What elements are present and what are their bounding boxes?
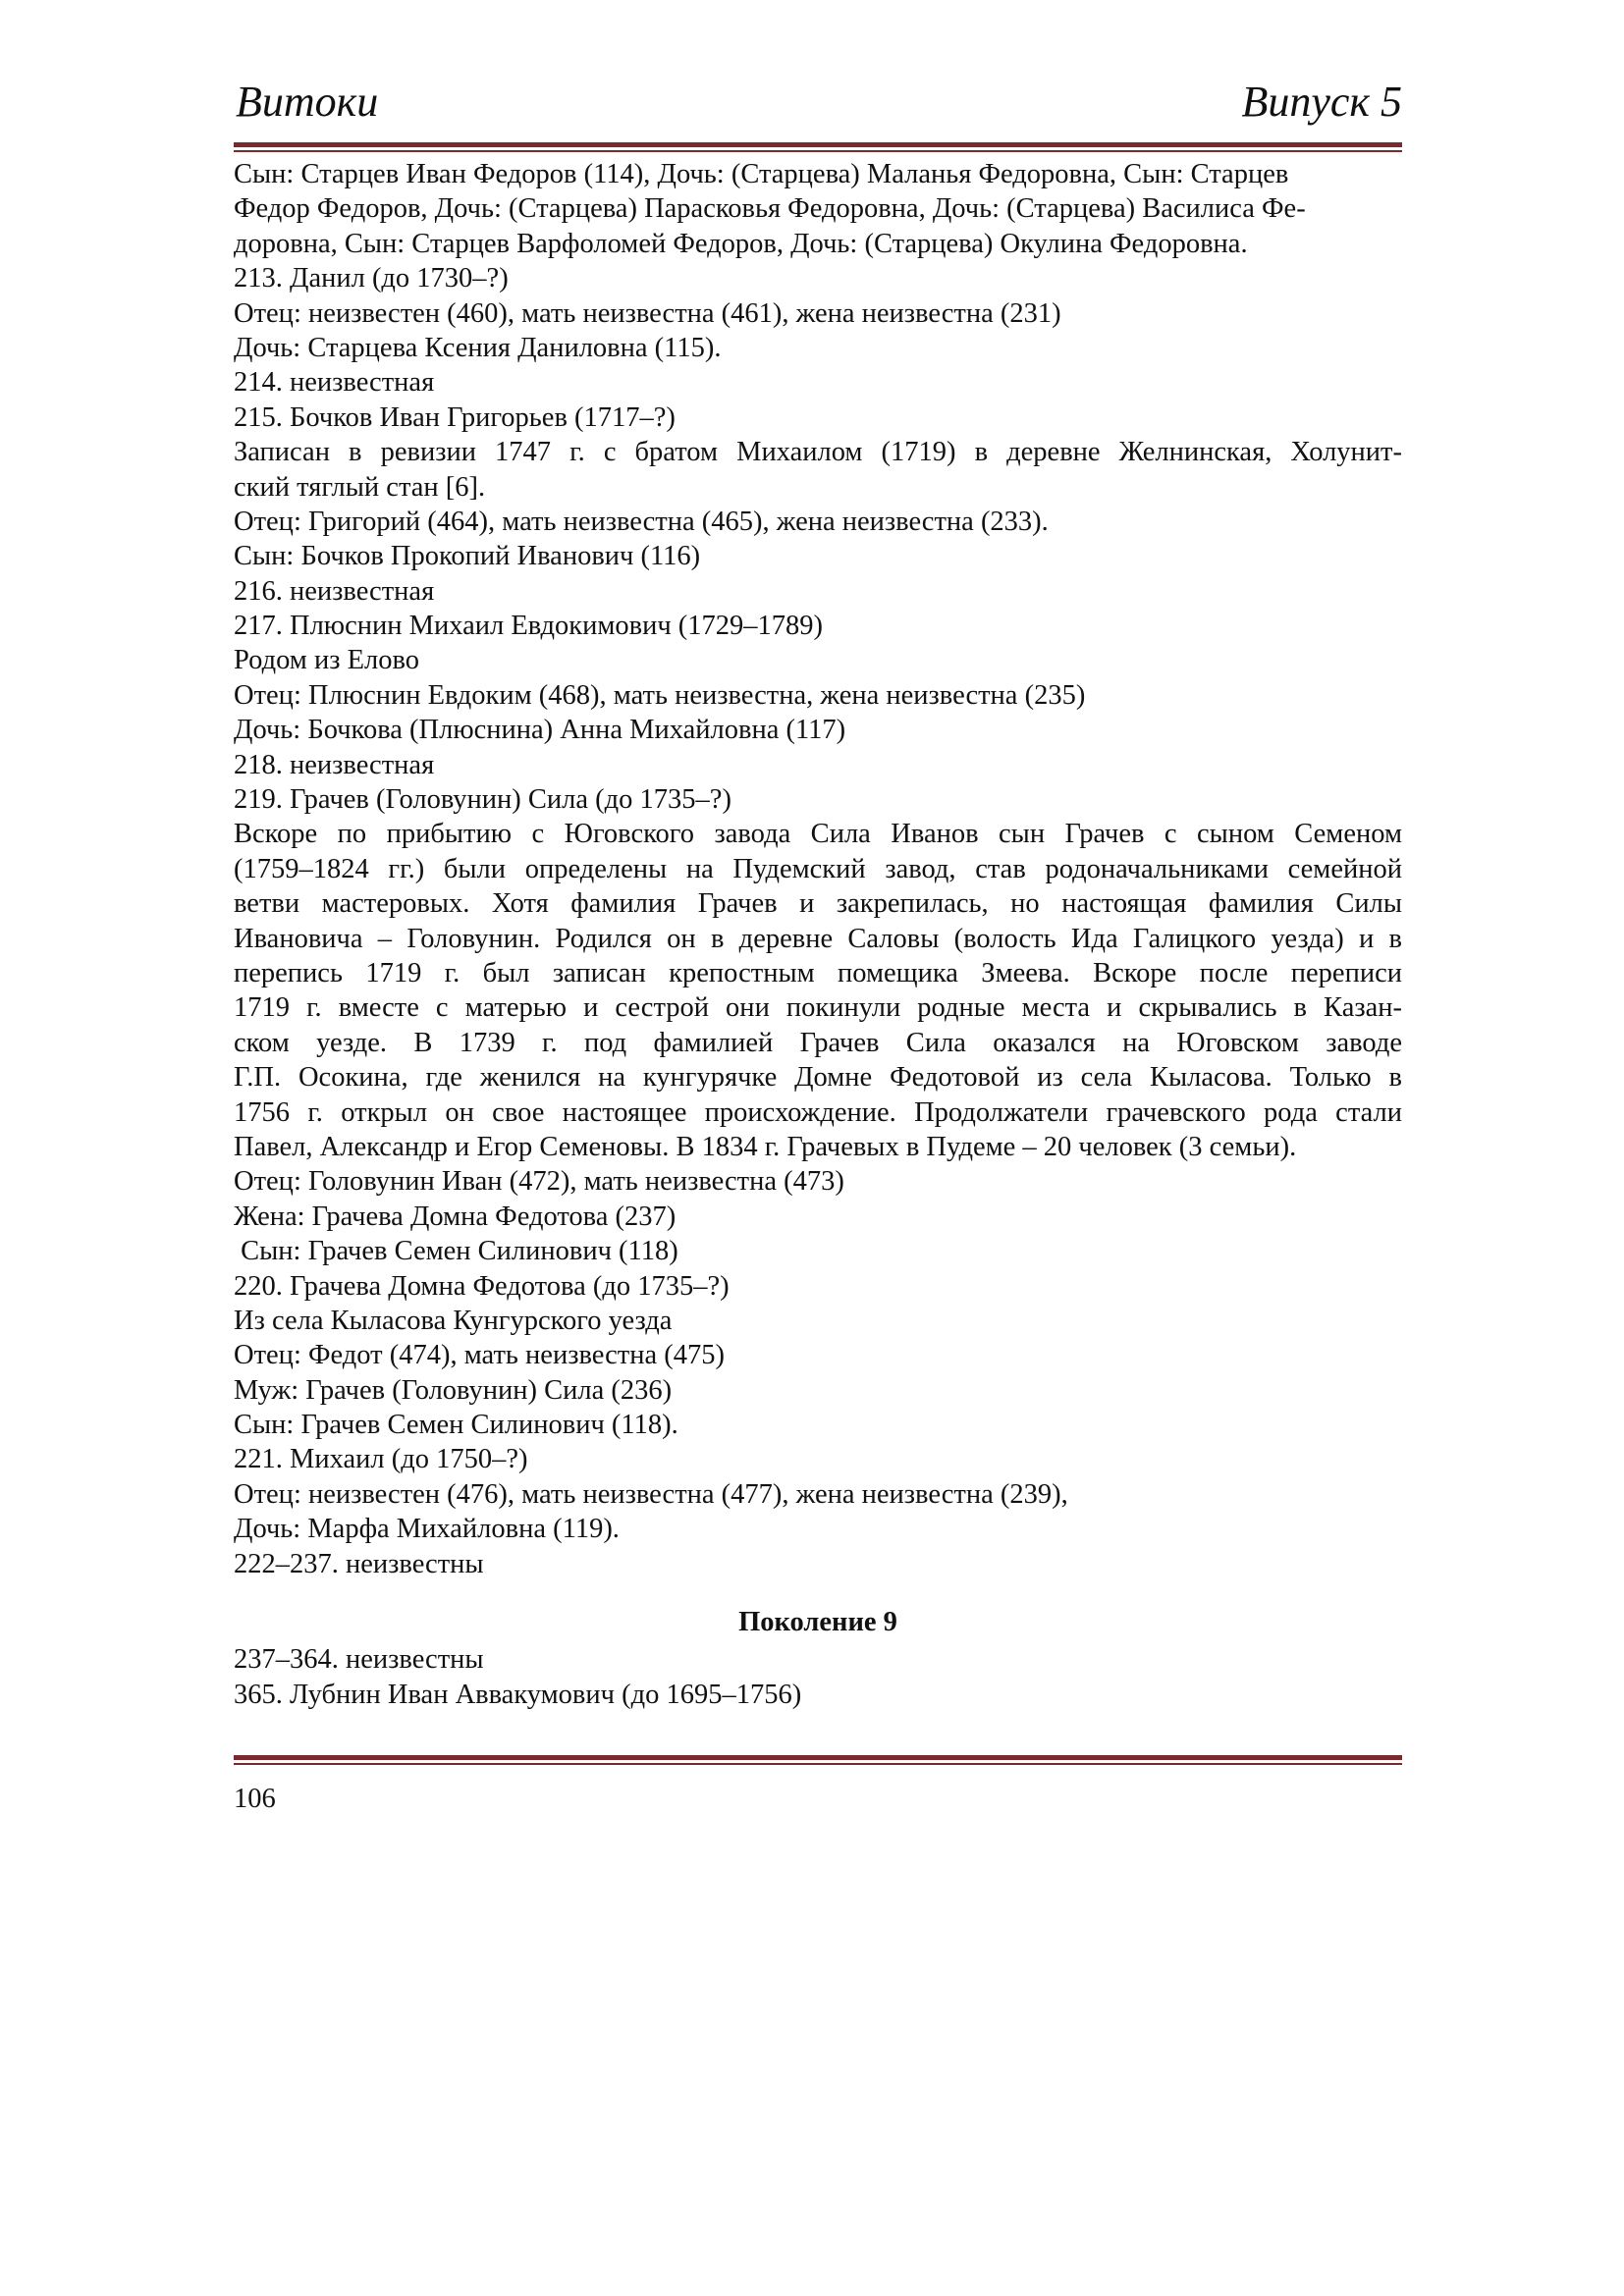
entry-title: 217. Плюснин Михаил Евдокимович (1729–1789) (234, 611, 824, 642)
text-line: Павел, Александр и Егор Семеновы. В 1834 г. Грачевых в Пудеме – 20 человек (3 семьи). (234, 1131, 1297, 1162)
entry-title: 214. неизвестная (234, 367, 435, 399)
text-line: Отец: Плюснин Евдоким (468), мать неизвестна, жена неизвестна (235) (234, 679, 1086, 711)
text-line: Сын: Бочков Прокопий Иванович (116) (234, 541, 701, 572)
text-line: Родом из Елово (234, 645, 419, 676)
text-line: Отец: Федот (474), мать неизвестна (475) (234, 1340, 725, 1371)
entry-title: 220. Грачева Домна Федотова (до 1735–?) (234, 1270, 730, 1302)
entry-title: 221. Михаил (до 1750–?) (234, 1444, 528, 1475)
text-line: ском уезде. В 1739 г. под фамилией Грачев Сила оказался на Юговском заводе (234, 1027, 1402, 1058)
text-line: доровна, Сын: Старцев Варфоломей Федоров, Дочь: (Старцева) Окулина Федоровна. (234, 228, 1248, 259)
text-line: Отец: Головунин Иван (472), мать неизвестна (473) (234, 1166, 844, 1198)
text-line: Дочь: Марфа Михайловна (119). (234, 1514, 620, 1545)
entry-title: 216. неизвестная (234, 575, 435, 607)
text-line: Из села Кыласова Кунгурского уезда (234, 1305, 673, 1336)
entry-title: 213. Данил (до 1730–?) (234, 263, 509, 294)
text-line: Вскоре по прибытию с Юговского завода Сила Иванов сын Грачев с сыном Семеном (234, 819, 1402, 850)
journal-title: Витоки (236, 78, 379, 126)
text-line: Ивановича – Головунин. Родился он в деревне Саловы (волость Ида Галицкого уезда) и в (234, 923, 1402, 954)
body-text (234, 157, 1402, 1712)
text-line: Сын: Грачев Семен Силинович (118) (234, 1236, 678, 1267)
text-line: Сын: Грачев Семен Силинович (118). (234, 1410, 678, 1441)
header-rule (234, 142, 1402, 152)
text-line: Жена: Грачева Домна Федотова (237) (234, 1201, 677, 1232)
text-line: Записан в ревизии 1747 г. с братом Михаилом (1719) в деревне Желнинская, Холунит- (234, 437, 1402, 468)
text-line: Отец: неизвестен (460), мать неизвестна (461), жена неизвестна (231) (234, 297, 1061, 329)
text-line: Дочь: Старцева Ксения Даниловна (115). (234, 332, 722, 363)
entry-title: 215. Бочков Иван Григорьев (1717–?) (234, 401, 676, 433)
section-spacer (234, 1581, 1402, 1605)
text-line: Федор Федоров, Дочь: (Старцева) Парасковья Федоровна, Дочь: (Старцева) Василиса Фе- (234, 193, 1306, 225)
text-line: ский тяглый стан [6]. (234, 471, 486, 503)
entry-title: 218. неизвестная (234, 749, 435, 780)
page-number: 106 (234, 1784, 276, 1814)
text-line: 1756 г. открыл он свое настоящее происхождение. Продолжатели грачевского рода стали (234, 1096, 1402, 1128)
text-line: перепись 1719 г. был записан крепостным помещика Змеева. Вскоре после переписи (234, 957, 1402, 988)
text-line: Дочь: Бочкова (Плюснина) Анна Михайловна (117) (234, 715, 846, 746)
text-line: ветви мастеровых. Хотя фамилия Грачев и закрепилась, но настоящая фамилия Силы (234, 888, 1402, 920)
entry-title: 365. Лубнин Иван Аввакумович (до 1695–1756) (234, 1679, 802, 1710)
section-heading: Поколение 9 (738, 1607, 897, 1638)
entry-title: 222–237. неизвестны (234, 1548, 484, 1579)
footer-rule (234, 1755, 1402, 1765)
text-line: (1759–1824 гг.) были определены на Пудемский завод, став родоначальниками семейной (234, 853, 1402, 884)
text-line: Отец: Григорий (464), мать неизвестна (465), жена неизвестна (233). (234, 506, 1049, 537)
text-line: Муж: Грачев (Головунин) Сила (236) (234, 1374, 673, 1406)
text-line: Отец: неизвестен (476), мать неизвестна (477), жена неизвестна (239), (234, 1478, 1068, 1510)
text-line: Сын: Старцев Иван Федоров (114), Дочь: (Старцева) Маланья Федоровна, Сын: Старцев (234, 159, 1289, 189)
entry-title: 219. Грачев (Головунин) Сила (до 1735–?) (234, 784, 731, 816)
text-line: 1719 г. вместе с матерью и сестрой они покинули родные места и скрывались в Казан- (234, 992, 1402, 1024)
entry-title: 237–364. неизвестны (234, 1644, 484, 1676)
issue-label: Випуск 5 (1241, 78, 1402, 126)
page-header (234, 75, 1402, 133)
text-line: Г.П. Осокина, где женился на кунгурячке Домне Федотовой из села Кыласова. Только в (234, 1062, 1402, 1094)
